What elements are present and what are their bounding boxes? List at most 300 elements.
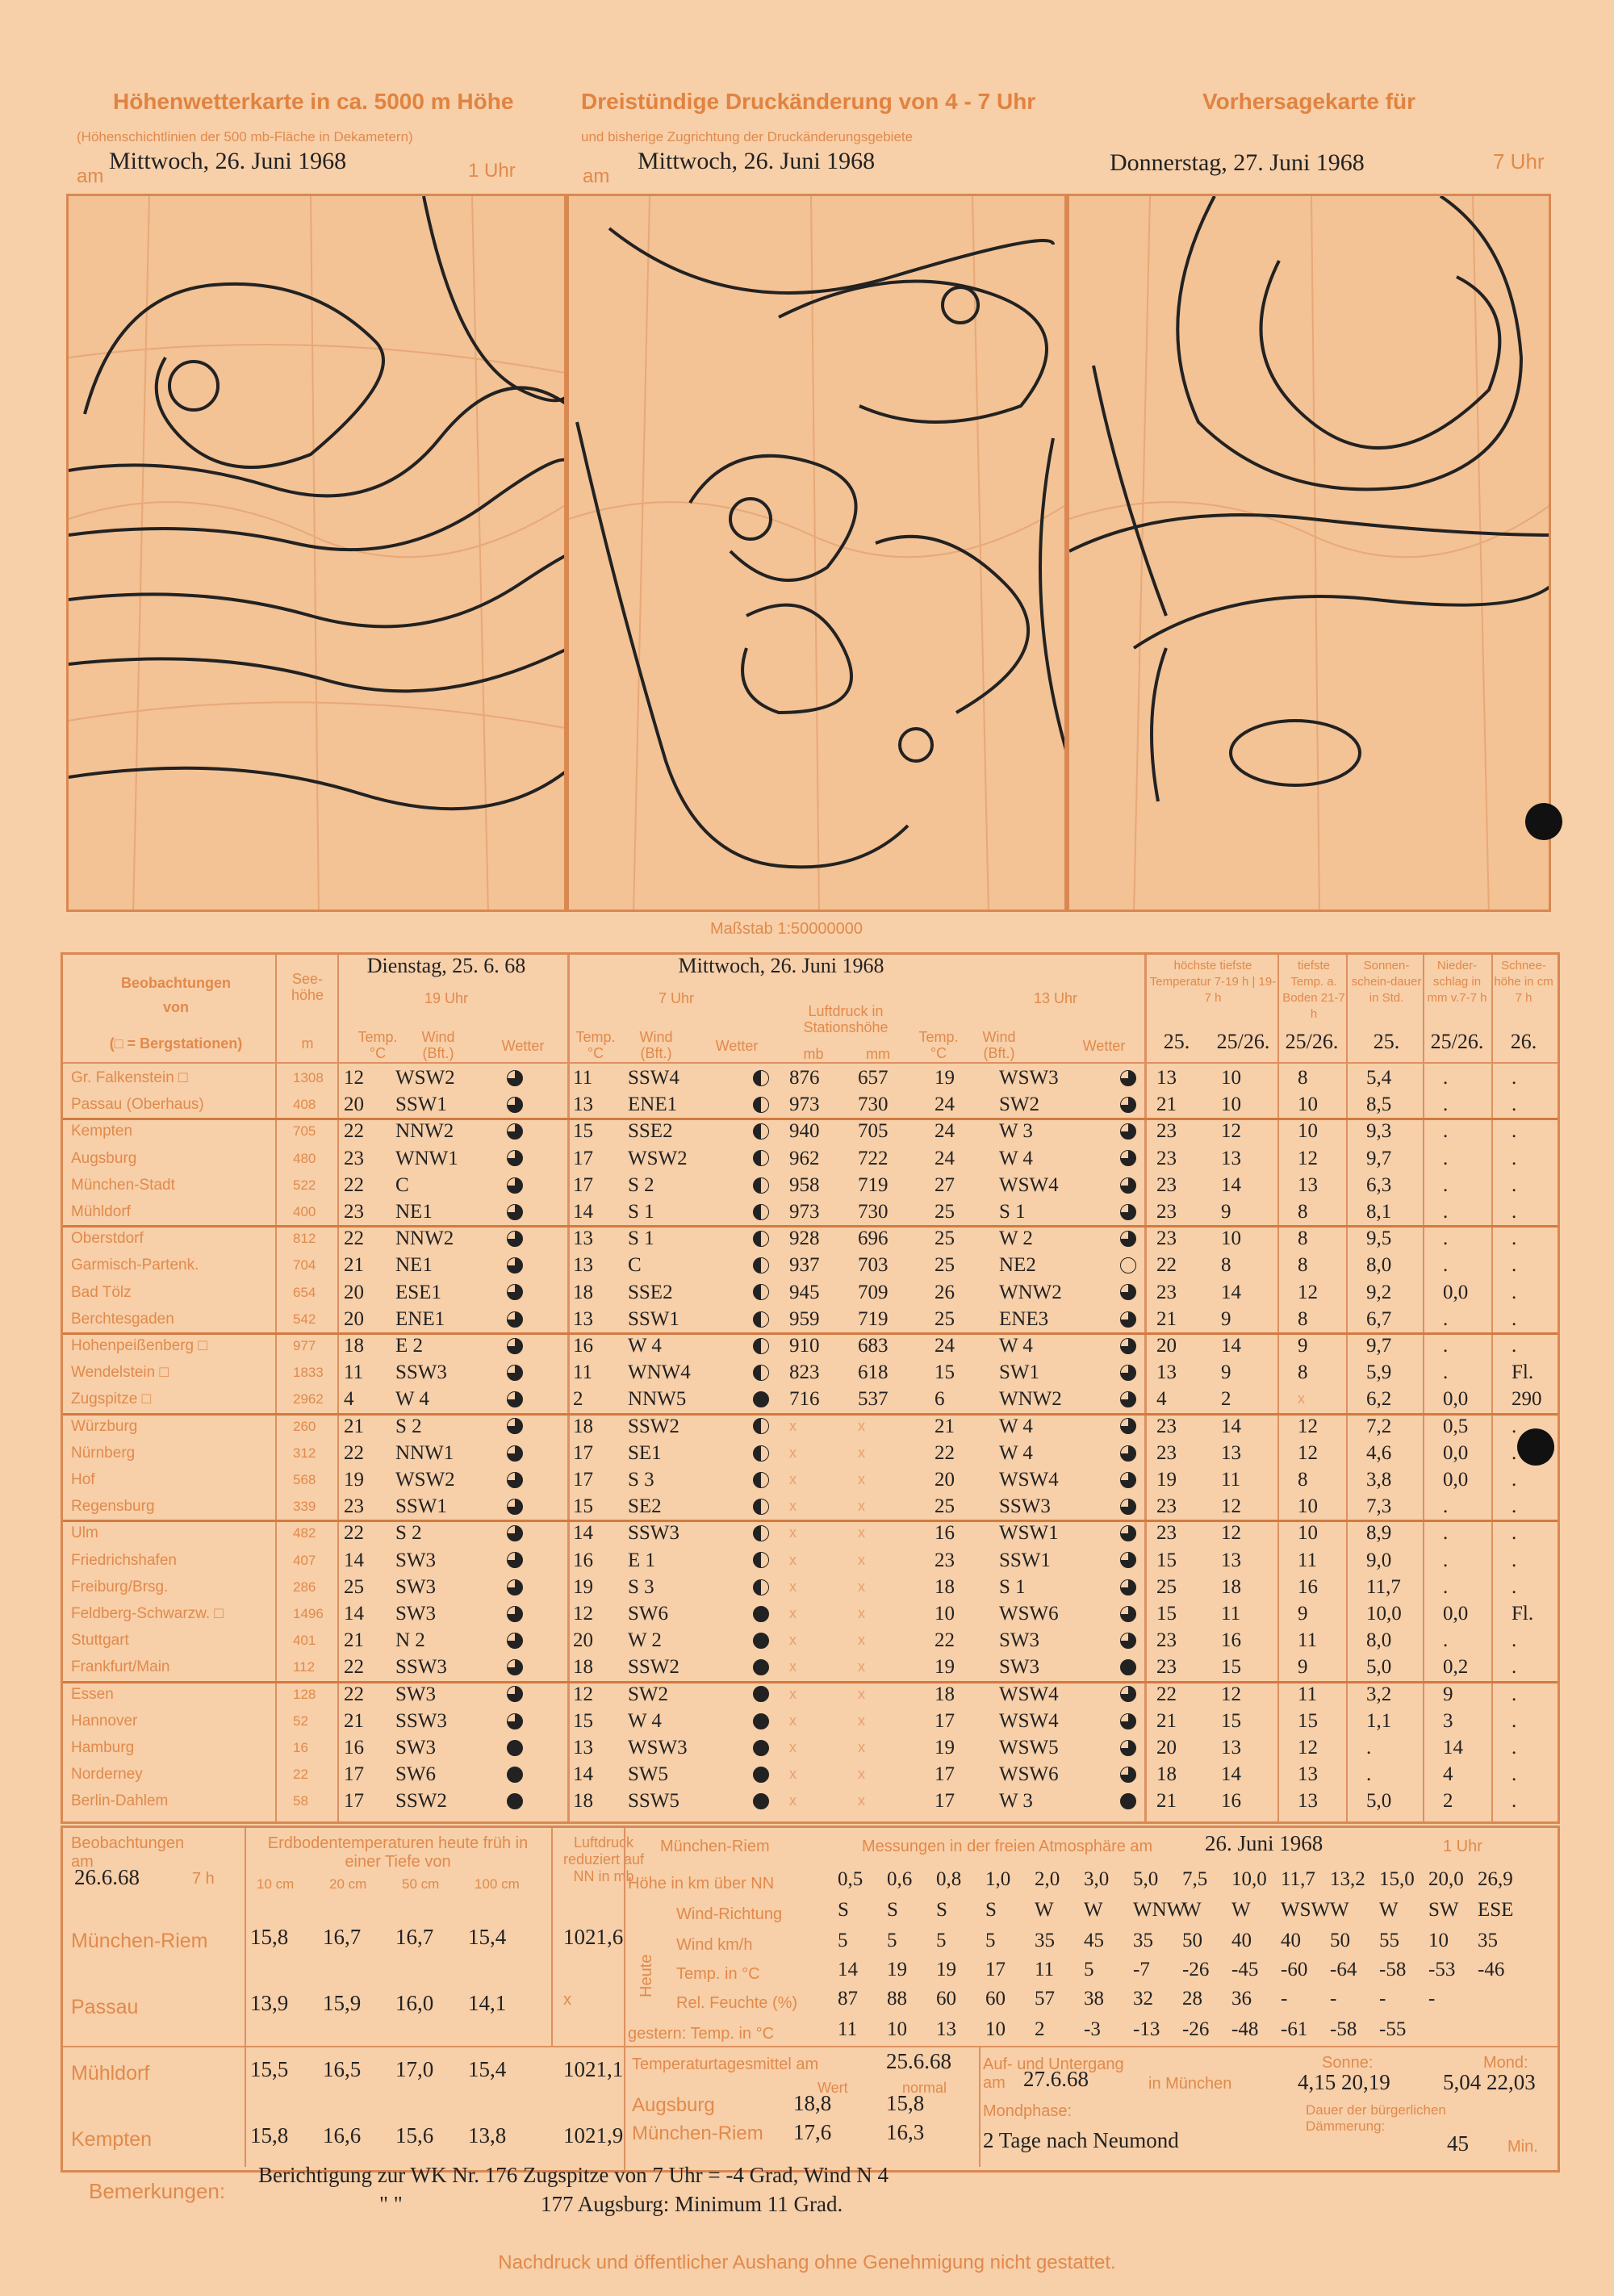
table-row bbox=[63, 1493, 1558, 1520]
cell-t3: 18 bbox=[935, 1575, 955, 1598]
tagesmittel-label: Temperaturtagesmittel am bbox=[632, 2056, 819, 2073]
cell-t3: 24 bbox=[935, 1147, 955, 1169]
cell-nie: 14 bbox=[1443, 1737, 1463, 1759]
cell-w1: E 2 bbox=[395, 1335, 424, 1357]
cell-w1: SSW3 bbox=[395, 1709, 447, 1732]
atm-windk: 35 bbox=[1035, 1930, 1055, 1951]
cell-max: 23 bbox=[1156, 1147, 1177, 1169]
cell-t1: 23 bbox=[344, 1495, 364, 1518]
hdr-d2526c: 25/26. bbox=[1430, 1030, 1484, 1053]
map2-date: Mittwoch, 26. Juni 1968 bbox=[638, 148, 876, 174]
cell-w2: SSW2 bbox=[628, 1415, 679, 1437]
station-height: 339 bbox=[293, 1499, 316, 1515]
cell-mb: x bbox=[789, 1498, 797, 1515]
cell-bod: 8 bbox=[1298, 1361, 1308, 1384]
in-muenchen: in München bbox=[1148, 2075, 1232, 2093]
hdr-temp-1: Temp. °C bbox=[358, 1029, 398, 1061]
atm-heights: 15,0 bbox=[1379, 1868, 1415, 1890]
cell-max: 4 bbox=[1156, 1388, 1167, 1411]
map2-subtitle: und bisherige Zugrichtung der Druckänderungsgebiete bbox=[581, 129, 914, 144]
table-row bbox=[63, 1332, 1558, 1359]
cell-sch: . bbox=[1512, 1790, 1517, 1813]
hdr-mb: mb bbox=[803, 1046, 824, 1062]
weather-symbol-icon bbox=[507, 1386, 523, 1412]
cell-nie: . bbox=[1443, 1120, 1449, 1143]
soil-temp: 16,6 bbox=[323, 2123, 362, 2148]
cell-nie: 0,2 bbox=[1443, 1656, 1469, 1679]
cell-w2: S 1 bbox=[628, 1227, 654, 1250]
cell-bod: 10 bbox=[1298, 1120, 1318, 1143]
cell-w2: SSE2 bbox=[628, 1120, 673, 1143]
cell-t3: 17 bbox=[935, 1763, 955, 1786]
cell-bod: 10 bbox=[1298, 1094, 1318, 1116]
cell-t2: 13 bbox=[573, 1094, 593, 1116]
cell-min: 18 bbox=[1221, 1575, 1241, 1598]
hdr-d2526b: 25/26. bbox=[1285, 1030, 1339, 1053]
cell-t2: 12 bbox=[573, 1683, 593, 1705]
cell-min: 10 bbox=[1221, 1227, 1241, 1250]
atm-heights: 11,7 bbox=[1281, 1868, 1315, 1890]
cell-t3: 21 bbox=[935, 1415, 955, 1437]
upper-air-map bbox=[66, 194, 567, 912]
table-row bbox=[63, 1788, 1558, 1814]
table-row bbox=[63, 1386, 1558, 1412]
cell-mm: x bbox=[858, 1524, 865, 1541]
cell-w2: SE2 bbox=[628, 1495, 662, 1518]
atm-heights: 20,0 bbox=[1428, 1868, 1464, 1890]
cell-w3: W 3 bbox=[999, 1790, 1033, 1813]
atm-temp: 11 bbox=[1035, 1959, 1055, 1980]
cell-min: 10 bbox=[1221, 1067, 1241, 1089]
cell-t2: 14 bbox=[573, 1763, 593, 1786]
depth-label: 20 cm bbox=[329, 1876, 367, 1892]
cell-w1: NNW2 bbox=[395, 1120, 454, 1143]
cell-w2: S 1 bbox=[628, 1201, 654, 1223]
cell-max: 15 bbox=[1156, 1603, 1177, 1625]
cell-min: 14 bbox=[1221, 1763, 1241, 1786]
table-row bbox=[63, 1118, 1558, 1144]
cell-t3: 25 bbox=[935, 1495, 955, 1518]
atm-windr: W bbox=[1035, 1899, 1054, 1921]
cell-mm: 709 bbox=[858, 1281, 889, 1303]
table-row bbox=[63, 1681, 1558, 1708]
map2-am: am bbox=[583, 165, 610, 187]
weather-symbol-icon bbox=[507, 1064, 523, 1091]
cell-t1: 20 bbox=[344, 1094, 364, 1116]
soil-temp: 15,8 bbox=[250, 2123, 289, 2148]
map-scale: Maßstab 1:50000000 bbox=[710, 920, 863, 938]
atm-temp: 14 bbox=[838, 1959, 858, 1980]
cell-t3: 15 bbox=[935, 1361, 955, 1384]
map1-subtitle: (Höhenschichtlinien der 500 mb-Fläche in Dekametern) bbox=[77, 129, 413, 144]
cell-w3: S 1 bbox=[999, 1575, 1026, 1598]
cell-mm: x bbox=[858, 1685, 865, 1702]
hdr-wetter-3: Wetter bbox=[1082, 1038, 1126, 1054]
cell-t1: 18 bbox=[344, 1335, 364, 1357]
cell-t1: 22 bbox=[344, 1656, 364, 1679]
sonne-val: 4,15 20,19 bbox=[1298, 2070, 1390, 2094]
cell-t3: 23 bbox=[935, 1549, 955, 1571]
soil-station: Kempten bbox=[71, 2128, 153, 2151]
atm-windr: W bbox=[1330, 1899, 1349, 1921]
weather-symbol-icon bbox=[753, 1332, 769, 1359]
cell-bod: 13 bbox=[1298, 1173, 1318, 1196]
soil-temp: 15,9 bbox=[323, 1991, 362, 2015]
soil-station: München-Riem bbox=[71, 1930, 208, 1952]
cell-w3: ENE3 bbox=[999, 1307, 1049, 1330]
table-row bbox=[63, 1440, 1558, 1466]
cell-son: 8,0 bbox=[1366, 1254, 1392, 1277]
soil-pressure: 1021,9 bbox=[563, 2123, 624, 2148]
hdr-sonne: Sonnen-schein-dauer in Std. bbox=[1351, 959, 1422, 1005]
weather-symbol-icon bbox=[1120, 1413, 1136, 1440]
cell-sch: . bbox=[1512, 1067, 1517, 1089]
atm-rf: - bbox=[1330, 1988, 1337, 2010]
cell-mb: 958 bbox=[789, 1173, 820, 1196]
atm-rf: 60 bbox=[936, 1988, 956, 2010]
augsburg-normal: 15,8 bbox=[886, 2091, 925, 2115]
cell-son: 9,2 bbox=[1366, 1281, 1392, 1303]
weather-symbol-icon bbox=[753, 1547, 769, 1574]
atm-heights: 3,0 bbox=[1084, 1868, 1110, 1890]
cell-w3: WSW5 bbox=[999, 1737, 1059, 1759]
cell-min: 9 bbox=[1221, 1307, 1231, 1330]
cell-son: 8,5 bbox=[1366, 1094, 1392, 1116]
cell-w1: N 2 bbox=[395, 1629, 425, 1652]
station-name: München-Stadt bbox=[71, 1176, 175, 1194]
cell-sch: . bbox=[1512, 1683, 1517, 1705]
cell-t2: 18 bbox=[573, 1656, 593, 1679]
atm-windr: W bbox=[1182, 1899, 1202, 1921]
cell-mm: x bbox=[858, 1658, 865, 1675]
cell-w1: ESE1 bbox=[395, 1281, 441, 1303]
cell-mb: 973 bbox=[789, 1094, 820, 1116]
soil-temp: 15,6 bbox=[395, 2123, 434, 2148]
cell-nie: . bbox=[1443, 1575, 1449, 1598]
cell-w3: W 4 bbox=[999, 1147, 1033, 1169]
hdr-temp-2: Temp. °C bbox=[575, 1029, 616, 1061]
table-row bbox=[63, 1654, 1558, 1680]
cell-t2: 13 bbox=[573, 1737, 593, 1759]
weather-symbol-icon bbox=[1120, 1252, 1136, 1278]
station-height: 1496 bbox=[293, 1606, 324, 1621]
weather-symbol-icon bbox=[753, 1654, 769, 1680]
cell-mm: x bbox=[858, 1605, 865, 1621]
cell-son: 7,2 bbox=[1366, 1415, 1392, 1437]
atm-windk: 5 bbox=[936, 1930, 947, 1951]
weather-symbol-icon bbox=[1120, 1681, 1136, 1708]
cell-son: 9,7 bbox=[1366, 1147, 1392, 1169]
cell-t1: 19 bbox=[344, 1469, 364, 1491]
station-height: 1308 bbox=[293, 1070, 324, 1085]
cell-min: 16 bbox=[1221, 1790, 1241, 1813]
luftdruck-nn-label: Luftdruck reduziert auf NN in mb bbox=[562, 1834, 645, 1884]
cell-sch: . bbox=[1512, 1094, 1517, 1116]
hdr-tiefste-boden: tiefste Temp. a. Boden 21-7 h bbox=[1282, 959, 1345, 1021]
cell-w2: SSW4 bbox=[628, 1067, 679, 1089]
weather-symbol-icon bbox=[753, 1761, 769, 1788]
cell-w1: NNW1 bbox=[395, 1441, 454, 1464]
cell-w1: SSW3 bbox=[395, 1656, 447, 1679]
table-row bbox=[63, 1359, 1558, 1386]
cell-t1: 20 bbox=[344, 1281, 364, 1303]
cell-min: 9 bbox=[1221, 1201, 1231, 1223]
station-height: 400 bbox=[293, 1204, 316, 1219]
hdr-hoechste: höchste tiefste Temperatur 7-19 h | 19-7 h bbox=[1149, 959, 1277, 1005]
hdr-wind-1: Wind (Bft.) bbox=[421, 1029, 455, 1061]
cell-sch: . bbox=[1512, 1120, 1517, 1143]
soil-temp: 13,8 bbox=[468, 2123, 507, 2148]
soil-temp: 15,4 bbox=[468, 2057, 507, 2081]
station-height: 286 bbox=[293, 1579, 316, 1595]
atm-date: 26. Juni 1968 bbox=[1205, 1831, 1323, 1855]
station-height: 522 bbox=[293, 1177, 316, 1193]
weather-symbol-icon bbox=[507, 1145, 523, 1172]
hdr-von: von bbox=[162, 999, 189, 1015]
weather-symbol-icon bbox=[507, 1172, 523, 1198]
weather-symbol-icon bbox=[507, 1306, 523, 1332]
weather-symbol-icon bbox=[1120, 1547, 1136, 1574]
atm-windk: 50 bbox=[1182, 1930, 1202, 1951]
cell-t2: 13 bbox=[573, 1227, 593, 1250]
atm-windk: 35 bbox=[1133, 1930, 1153, 1951]
cell-w3: SW3 bbox=[999, 1656, 1039, 1679]
cell-max: 20 bbox=[1156, 1335, 1177, 1357]
cell-w1: SSW1 bbox=[395, 1495, 447, 1518]
atm-rf: - bbox=[1281, 1988, 1288, 2010]
soil-temp: 16,0 bbox=[395, 1991, 434, 2015]
normal-label: normal bbox=[902, 2080, 947, 2096]
atm-gestern: -26 bbox=[1182, 2018, 1210, 2040]
table-row bbox=[63, 1306, 1558, 1332]
cell-t3: 10 bbox=[935, 1603, 955, 1625]
punch-hole-bottom bbox=[1517, 1428, 1554, 1466]
cell-sch: . bbox=[1512, 1254, 1517, 1277]
atm-rf: 28 bbox=[1182, 1988, 1202, 2010]
cell-mb: 823 bbox=[789, 1361, 820, 1384]
cell-bod: 13 bbox=[1298, 1763, 1318, 1786]
cell-t2: 17 bbox=[573, 1173, 593, 1196]
atm-temp: -64 bbox=[1330, 1959, 1357, 1980]
depth-label: 50 cm bbox=[402, 1876, 440, 1892]
cell-t3: 18 bbox=[935, 1683, 955, 1705]
cell-sch: . bbox=[1512, 1469, 1517, 1491]
weather-symbol-icon bbox=[507, 1547, 523, 1574]
weather-symbol-icon bbox=[753, 1788, 769, 1814]
cell-bod: 8 bbox=[1298, 1307, 1308, 1330]
cell-bod: 8 bbox=[1298, 1227, 1308, 1250]
cell-t2: 16 bbox=[573, 1549, 593, 1571]
cell-max: 23 bbox=[1156, 1441, 1177, 1464]
cell-son: 9,5 bbox=[1366, 1227, 1392, 1250]
cell-son: 11,7 bbox=[1366, 1575, 1401, 1598]
cell-t1: 21 bbox=[344, 1709, 364, 1732]
weather-symbol-icon bbox=[507, 1627, 523, 1654]
cell-bod: 12 bbox=[1298, 1737, 1318, 1759]
cell-sch: . bbox=[1512, 1227, 1517, 1250]
cell-t1: 21 bbox=[344, 1415, 364, 1437]
weather-symbol-icon bbox=[753, 1118, 769, 1144]
cell-nie: . bbox=[1443, 1067, 1449, 1089]
cell-w3: WSW1 bbox=[999, 1522, 1059, 1545]
cell-w2: WNW4 bbox=[628, 1361, 691, 1384]
atm-windr: SW bbox=[1428, 1899, 1459, 1921]
cell-t2: 11 bbox=[573, 1067, 593, 1089]
weather-symbol-icon bbox=[1120, 1788, 1136, 1814]
soil-temp: 14,1 bbox=[468, 1991, 507, 2015]
cell-t2: 15 bbox=[573, 1120, 593, 1143]
station-height: 705 bbox=[293, 1123, 316, 1140]
weather-symbol-icon bbox=[1120, 1440, 1136, 1466]
station-name: Oberstdorf bbox=[71, 1230, 144, 1248]
atm-windk: 5 bbox=[985, 1930, 996, 1951]
cell-mm: 696 bbox=[858, 1227, 889, 1250]
cell-w3: SW2 bbox=[999, 1094, 1039, 1116]
cell-w3: WSW4 bbox=[999, 1173, 1059, 1196]
weather-symbol-icon bbox=[507, 1761, 523, 1788]
cell-bod: 12 bbox=[1298, 1441, 1318, 1464]
mond-label: Mond: bbox=[1483, 2054, 1528, 2072]
weather-symbol-icon bbox=[753, 1225, 769, 1252]
muenchen-normal: 16,3 bbox=[886, 2120, 925, 2144]
cell-w1: C bbox=[395, 1173, 409, 1196]
cell-t1: 22 bbox=[344, 1683, 364, 1705]
cell-mm: 730 bbox=[858, 1094, 889, 1116]
cell-t3: 6 bbox=[935, 1388, 945, 1411]
table-row bbox=[63, 1734, 1558, 1761]
atm-windk: 45 bbox=[1084, 1930, 1104, 1951]
weather-symbol-icon bbox=[753, 1172, 769, 1198]
soil-temp: 16,7 bbox=[323, 1925, 362, 1949]
station-height: 128 bbox=[293, 1686, 316, 1702]
station-height: 2962 bbox=[293, 1391, 324, 1407]
hdr-d25: 25. bbox=[1163, 1030, 1190, 1053]
cell-w1: S 2 bbox=[395, 1522, 422, 1545]
weather-symbol-icon bbox=[507, 1198, 523, 1225]
table-row bbox=[63, 1172, 1558, 1198]
cell-nie: . bbox=[1443, 1495, 1449, 1518]
station-name: Würzburg bbox=[71, 1417, 138, 1435]
atm-gestern: -55 bbox=[1379, 2018, 1407, 2040]
cell-min: 12 bbox=[1221, 1495, 1241, 1518]
cell-t1: 21 bbox=[344, 1629, 364, 1652]
cell-min: 13 bbox=[1221, 1441, 1241, 1464]
aufunter-label: Auf- und Untergang am bbox=[983, 2056, 1124, 2092]
cell-bod: 10 bbox=[1298, 1522, 1318, 1545]
table-row bbox=[63, 1279, 1558, 1306]
station-height: 480 bbox=[293, 1150, 316, 1166]
atm-temp: -53 bbox=[1428, 1959, 1456, 1980]
cell-bod: 9 bbox=[1298, 1603, 1308, 1625]
cell-w3: WSW4 bbox=[999, 1469, 1059, 1491]
atm-temp: -26 bbox=[1182, 1959, 1210, 1980]
cell-sch: . bbox=[1512, 1415, 1517, 1437]
cell-nie: 0,0 bbox=[1443, 1441, 1469, 1464]
cell-mb: 910 bbox=[789, 1335, 820, 1357]
lower-section bbox=[61, 1826, 1560, 2173]
atm-heights: 7,5 bbox=[1182, 1868, 1208, 1890]
soil-temp: 16,5 bbox=[323, 2057, 362, 2081]
weather-symbol-icon bbox=[507, 1413, 523, 1440]
weather-symbol-icon bbox=[753, 1681, 769, 1708]
atm-heights: 26,9 bbox=[1478, 1868, 1513, 1890]
cell-mm: x bbox=[858, 1578, 865, 1595]
cell-min: 15 bbox=[1221, 1709, 1241, 1732]
weather-symbol-icon bbox=[1120, 1761, 1136, 1788]
cell-w1: ENE1 bbox=[395, 1307, 445, 1330]
soil-temp: 17,0 bbox=[395, 2057, 434, 2081]
cell-sch: . bbox=[1512, 1763, 1517, 1786]
atm-temp: -46 bbox=[1478, 1959, 1505, 1980]
weather-symbol-icon bbox=[1120, 1091, 1136, 1118]
cell-mb: x bbox=[789, 1417, 797, 1434]
cell-w1: SW3 bbox=[395, 1737, 436, 1759]
cell-t3: 25 bbox=[935, 1227, 955, 1250]
atm-temp: 17 bbox=[985, 1959, 1006, 1980]
cell-bod: 8 bbox=[1298, 1201, 1308, 1223]
weather-symbol-icon bbox=[507, 1440, 523, 1466]
cell-min: 13 bbox=[1221, 1147, 1241, 1169]
station-name: Hamburg bbox=[71, 1739, 135, 1756]
weather-symbol-icon bbox=[507, 1332, 523, 1359]
cell-nie: 0,5 bbox=[1443, 1415, 1469, 1437]
cell-mm: x bbox=[858, 1792, 865, 1809]
cell-t3: 19 bbox=[935, 1067, 955, 1089]
atm-windr: W bbox=[1379, 1899, 1399, 1921]
hdr-beobachtungen: Beobachtungen bbox=[120, 975, 231, 991]
cell-w1: NE1 bbox=[395, 1201, 433, 1223]
daemmer-val: 45 bbox=[1447, 2131, 1469, 2156]
bemerkungen-label: Bemerkungen: bbox=[89, 2179, 226, 2203]
cell-w1: W 4 bbox=[395, 1388, 429, 1411]
cell-bod: 10 bbox=[1298, 1495, 1318, 1518]
atm-windr: S bbox=[985, 1899, 997, 1921]
cell-sch: . bbox=[1512, 1549, 1517, 1571]
cell-bod: 12 bbox=[1298, 1147, 1318, 1169]
table-row bbox=[63, 1198, 1558, 1225]
cell-min: 15 bbox=[1221, 1656, 1241, 1679]
station-name: Kempten bbox=[71, 1123, 133, 1140]
weather-symbol-icon bbox=[507, 1225, 523, 1252]
cell-bod: 11 bbox=[1298, 1683, 1318, 1705]
station-name: Bad Tölz bbox=[71, 1283, 132, 1301]
cell-nie: 0,0 bbox=[1443, 1281, 1469, 1303]
map2-title: Dreistündige Druckänderung von 4 - 7 Uhr bbox=[581, 89, 1036, 114]
atm-windk: 35 bbox=[1478, 1930, 1498, 1951]
cell-t1: 4 bbox=[344, 1388, 354, 1411]
cell-sch: Fl. bbox=[1512, 1603, 1534, 1625]
cell-w3: W 2 bbox=[999, 1227, 1033, 1250]
cell-max: 23 bbox=[1156, 1415, 1177, 1437]
cell-max: 15 bbox=[1156, 1549, 1177, 1571]
cell-min: 12 bbox=[1221, 1120, 1241, 1143]
cell-t2: 14 bbox=[573, 1522, 593, 1545]
cell-w3: SSW1 bbox=[999, 1549, 1051, 1571]
station-name: Essen bbox=[71, 1685, 114, 1703]
cell-t3: 27 bbox=[935, 1173, 955, 1196]
atm-rf: 87 bbox=[838, 1988, 858, 2010]
station-name: Berchtesgaden bbox=[71, 1310, 174, 1328]
cell-t3: 26 bbox=[935, 1281, 955, 1303]
cell-t3: 22 bbox=[935, 1441, 955, 1464]
hdr-d2526a: 25/26. bbox=[1216, 1030, 1270, 1053]
weather-symbol-icon bbox=[1120, 1600, 1136, 1627]
cell-max: 23 bbox=[1156, 1522, 1177, 1545]
atm-heights: 10,0 bbox=[1231, 1868, 1267, 1890]
atm-windk: 55 bbox=[1379, 1930, 1399, 1951]
cell-t2: 11 bbox=[573, 1361, 593, 1384]
bemerkung-quote: " " bbox=[379, 2192, 403, 2216]
